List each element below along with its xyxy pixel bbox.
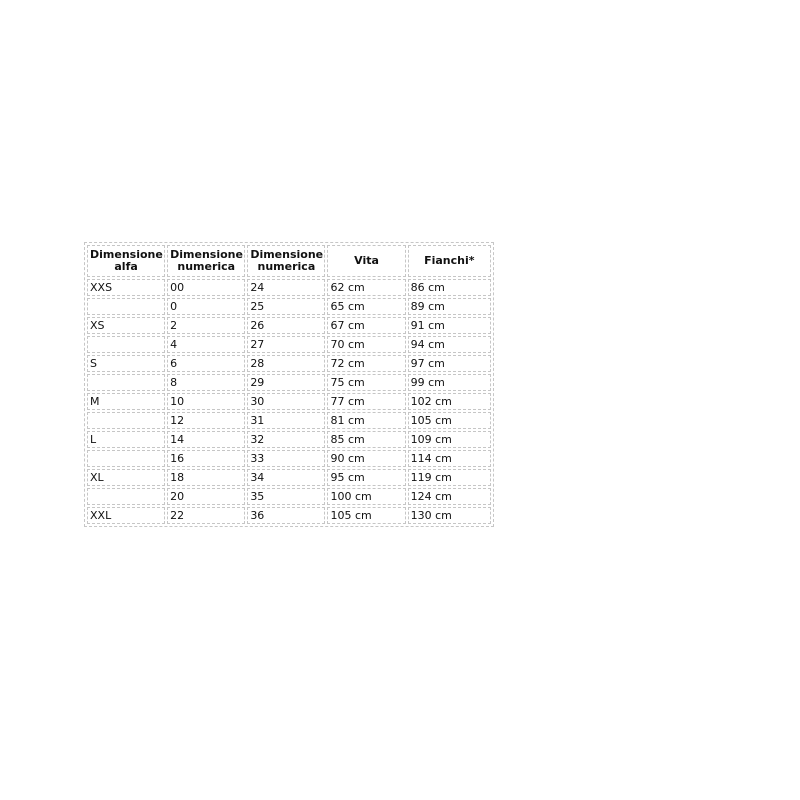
cell-alpha-size: XXL <box>87 507 165 524</box>
header-waist <box>327 245 405 277</box>
header-line: alfa <box>114 260 138 273</box>
table-row <box>87 393 491 410</box>
cell-hips: 86 cm <box>408 279 491 296</box>
cell-numeric-size-2: 31 <box>247 412 325 429</box>
cell-waist: 62 cm <box>327 279 405 296</box>
cell-alpha-size <box>87 298 165 315</box>
cell-hips: 105 cm <box>408 412 491 429</box>
table-row <box>87 469 491 486</box>
cell-hips: 94 cm <box>408 336 491 353</box>
table-row <box>87 431 491 448</box>
cell-numeric-size-2: 29 <box>247 374 325 391</box>
cell-numeric-size: 20 <box>167 488 245 505</box>
cell-waist: 75 cm <box>327 374 405 391</box>
cell-numeric-size-2: 30 <box>247 393 325 410</box>
cell-alpha-size <box>87 412 165 429</box>
cell-hips: 102 cm <box>408 393 491 410</box>
table-body <box>87 279 491 524</box>
cell-hips: 97 cm <box>408 355 491 372</box>
cell-hips: 114 cm <box>408 450 491 467</box>
header-line: Dimensione <box>90 248 163 261</box>
table-row <box>87 450 491 467</box>
cell-hips: 91 cm <box>408 317 491 334</box>
cell-numeric-size-2: 25 <box>247 298 325 315</box>
cell-alpha-size: XL <box>87 469 165 486</box>
cell-numeric-size: 16 <box>167 450 245 467</box>
cell-alpha-size <box>87 488 165 505</box>
cell-hips: 99 cm <box>408 374 491 391</box>
header-line: Fianchi* <box>424 254 475 267</box>
header-row <box>87 245 491 277</box>
cell-waist: 72 cm <box>327 355 405 372</box>
header-numeric-size-2 <box>247 245 325 277</box>
cell-numeric-size: 12 <box>167 412 245 429</box>
cell-numeric-size-2: 26 <box>247 317 325 334</box>
cell-hips: 119 cm <box>408 469 491 486</box>
cell-waist: 100 cm <box>327 488 405 505</box>
cell-numeric-size-2: 32 <box>247 431 325 448</box>
cell-hips: 130 cm <box>408 507 491 524</box>
cell-hips: 89 cm <box>408 298 491 315</box>
header-line: numerica <box>177 260 236 273</box>
cell-hips: 124 cm <box>408 488 491 505</box>
cell-numeric-size: 18 <box>167 469 245 486</box>
size-chart-table <box>84 242 494 527</box>
cell-numeric-size: 4 <box>167 336 245 353</box>
cell-numeric-size: 22 <box>167 507 245 524</box>
cell-alpha-size <box>87 450 165 467</box>
cell-numeric-size-2: 33 <box>247 450 325 467</box>
table-header <box>87 245 491 277</box>
cell-alpha-size: XS <box>87 317 165 334</box>
cell-waist: 81 cm <box>327 412 405 429</box>
table-row <box>87 317 491 334</box>
table-row <box>87 298 491 315</box>
cell-numeric-size-2: 36 <box>247 507 325 524</box>
header-hips <box>408 245 491 277</box>
header-line: numerica <box>257 260 316 273</box>
header-line: Vita <box>354 254 379 267</box>
header-line: Dimensione <box>250 248 324 261</box>
cell-numeric-size: 10 <box>167 393 245 410</box>
cell-waist: 65 cm <box>327 298 405 315</box>
cell-numeric-size-2: 28 <box>247 355 325 372</box>
cell-numeric-size: 2 <box>167 317 245 334</box>
cell-numeric-size-2: 27 <box>247 336 325 353</box>
cell-numeric-size: 8 <box>167 374 245 391</box>
table-row <box>87 507 491 524</box>
cell-alpha-size: L <box>87 431 165 448</box>
cell-alpha-size: S <box>87 355 165 372</box>
cell-waist: 70 cm <box>327 336 405 353</box>
cell-numeric-size-2: 34 <box>247 469 325 486</box>
table-row <box>87 279 491 296</box>
table-row <box>87 412 491 429</box>
cell-numeric-size: 14 <box>167 431 245 448</box>
table-row <box>87 355 491 372</box>
cell-alpha-size: XXS <box>87 279 165 296</box>
cell-numeric-size: 00 <box>167 279 245 296</box>
cell-waist: 77 cm <box>327 393 405 410</box>
cell-numeric-size-2: 24 <box>247 279 325 296</box>
cell-numeric-size: 6 <box>167 355 245 372</box>
table-row <box>87 374 491 391</box>
header-line: Dimensione <box>170 248 243 261</box>
table-row <box>87 488 491 505</box>
cell-numeric-size-2: 35 <box>247 488 325 505</box>
header-numeric-size <box>167 245 245 277</box>
cell-hips: 109 cm <box>408 431 491 448</box>
cell-numeric-size: 0 <box>167 298 245 315</box>
cell-waist: 85 cm <box>327 431 405 448</box>
cell-alpha-size <box>87 336 165 353</box>
cell-waist: 90 cm <box>327 450 405 467</box>
cell-alpha-size: M <box>87 393 165 410</box>
cell-waist: 105 cm <box>327 507 405 524</box>
header-alpha-size <box>87 245 165 277</box>
table-row <box>87 336 491 353</box>
cell-alpha-size <box>87 374 165 391</box>
cell-waist: 95 cm <box>327 469 405 486</box>
cell-waist: 67 cm <box>327 317 405 334</box>
